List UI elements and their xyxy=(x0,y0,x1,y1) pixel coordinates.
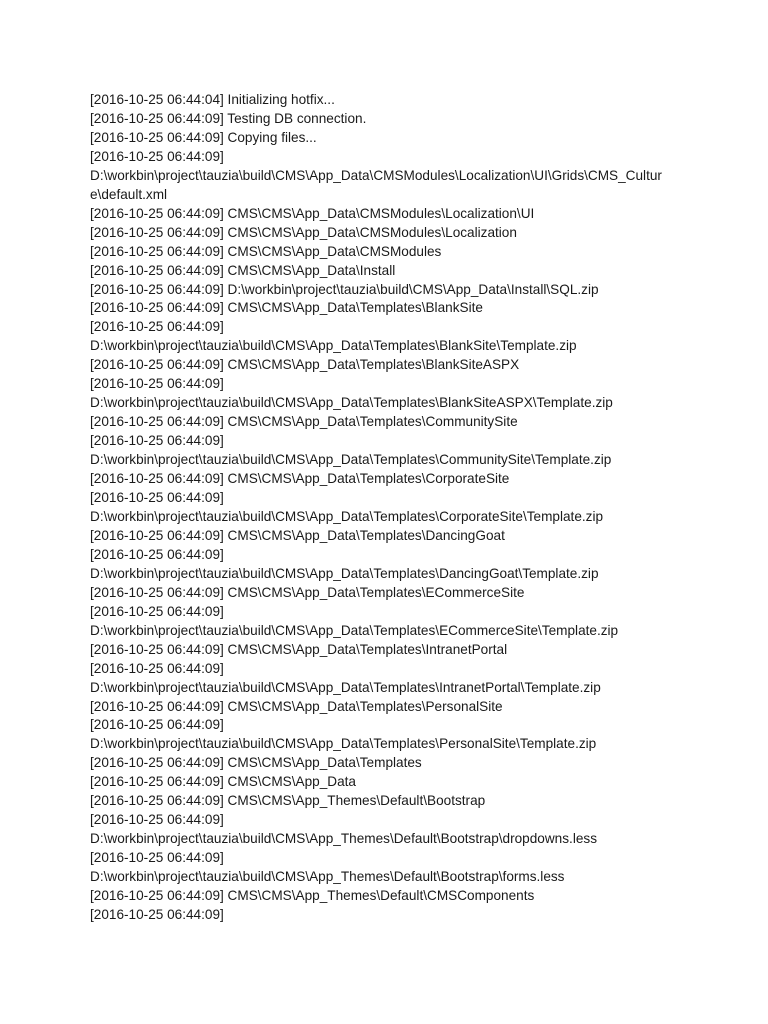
log-line: [2016-10-25 06:44:09] CMS\CMS\App_Data\Templates\IntranetPortal xyxy=(90,641,508,657)
log-line: [2016-10-25 06:44:09] xyxy=(90,148,224,164)
log-line: D:\workbin\project\tauzia\build\CMS\App_Themes\Default\Bootstrap\dropdowns.less xyxy=(90,831,597,847)
log-line: D:\workbin\project\tauzia\build\CMS\App_Data\Templates\IntranetPortal\Template.zip xyxy=(90,679,601,695)
log-line: D:\workbin\project\tauzia\build\CMS\App_Data\Templates\DancingGoat\Template.zip xyxy=(90,565,599,581)
log-line: [2016-10-25 06:44:09] CMS\CMS\App_Data\Install xyxy=(90,262,396,278)
log-line: [2016-10-25 06:44:09] Testing DB connection. xyxy=(90,110,367,126)
log-line: [2016-10-25 06:44:09] CMS\CMS\App_Data\Templates\PersonalSite xyxy=(90,698,503,714)
log-line: [2016-10-25 06:44:09] xyxy=(90,546,224,562)
log-line: [2016-10-25 06:44:09] CMS\CMS\App_Themes\Default\Bootstrap xyxy=(90,793,486,809)
log-output xyxy=(90,91,750,925)
log-line: D:\workbin\project\tauzia\build\CMS\App_Data\Templates\BlankSiteASPX\Template.zip xyxy=(90,395,613,411)
log-line: e\default.xml xyxy=(90,186,168,202)
log-line: D:\workbin\project\tauzia\build\CMS\App_Data\CMSModules\Localization\UI\Grids\CMS_Cultur xyxy=(90,167,662,183)
log-line: [2016-10-25 06:44:09] xyxy=(90,660,224,676)
log-line: [2016-10-25 06:44:09] Copying files... xyxy=(90,129,317,145)
log-line: D:\workbin\project\tauzia\build\CMS\App_Data\Templates\PersonalSite\Template.zip xyxy=(90,736,597,752)
log-line: [2016-10-25 06:44:09] CMS\CMS\App_Data\Templates\CommunitySite xyxy=(90,414,518,430)
log-line: [2016-10-25 06:44:09] CMS\CMS\App_Data\Templates\BlankSite xyxy=(90,300,483,316)
log-line: [2016-10-25 06:44:09] CMS\CMS\App_Data\Templates\BlankSiteASPX xyxy=(90,357,520,373)
log-line: [2016-10-25 06:44:09] xyxy=(90,812,224,828)
log-line: [2016-10-25 06:44:09] CMS\CMS\App_Data xyxy=(90,774,356,790)
log-line: [2016-10-25 06:44:09] CMS\CMS\App_Data\CMSModules xyxy=(90,243,442,259)
log-line: [2016-10-25 06:44:09] CMS\CMS\App_Data\Templates\DancingGoat xyxy=(90,527,505,543)
log-line: [2016-10-25 06:44:09] xyxy=(90,433,224,449)
log-line: [2016-10-25 06:44:09] xyxy=(90,490,224,506)
log-line: D:\workbin\project\tauzia\build\CMS\App_Data\Templates\CommunitySite\Template.zip xyxy=(90,452,612,468)
log-line: [2016-10-25 06:44:09] xyxy=(90,717,224,733)
log-line: D:\workbin\project\tauzia\build\CMS\App_Themes\Default\Bootstrap\forms.less xyxy=(90,869,565,885)
log-line: [2016-10-25 06:44:09] xyxy=(90,319,224,335)
log-line: [2016-10-25 06:44:09] D:\workbin\project\tauzia\build\CMS\App_Data\Install\SQL.zip xyxy=(90,281,599,297)
log-line: [2016-10-25 06:44:09] CMS\CMS\App_Data\Templates\ECommerceSite xyxy=(90,584,525,600)
log-line: [2016-10-25 06:44:09] CMS\CMS\App_Data\Templates\CorporateSite xyxy=(90,471,510,487)
log-line: D:\workbin\project\tauzia\build\CMS\App_Data\Templates\ECommerceSite\Template.zip xyxy=(90,622,619,638)
log-line: [2016-10-25 06:44:09] CMS\CMS\App_Data\CMSModules\Localization\UI xyxy=(90,205,535,221)
log-line: [2016-10-25 06:44:09] xyxy=(90,850,224,866)
log-line: [2016-10-25 06:44:09] xyxy=(90,906,224,922)
log-line: [2016-10-25 06:44:09] xyxy=(90,603,224,619)
log-line: D:\workbin\project\tauzia\build\CMS\App_Data\Templates\BlankSite\Template.zip xyxy=(90,338,577,354)
log-line: [2016-10-25 06:44:09] CMS\CMS\App_Themes\Default\CMSComponents xyxy=(90,888,535,904)
log-line: [2016-10-25 06:44:09] CMS\CMS\App_Data\CMSModules\Localization xyxy=(90,224,517,240)
log-line: D:\workbin\project\tauzia\build\CMS\App_Data\Templates\CorporateSite\Template.zip xyxy=(90,508,604,524)
log-line: [2016-10-25 06:44:09] xyxy=(90,376,224,392)
log-line: [2016-10-25 06:44:04] Initializing hotfix... xyxy=(90,92,335,107)
log-line: [2016-10-25 06:44:09] CMS\CMS\App_Data\Templates xyxy=(90,755,422,771)
